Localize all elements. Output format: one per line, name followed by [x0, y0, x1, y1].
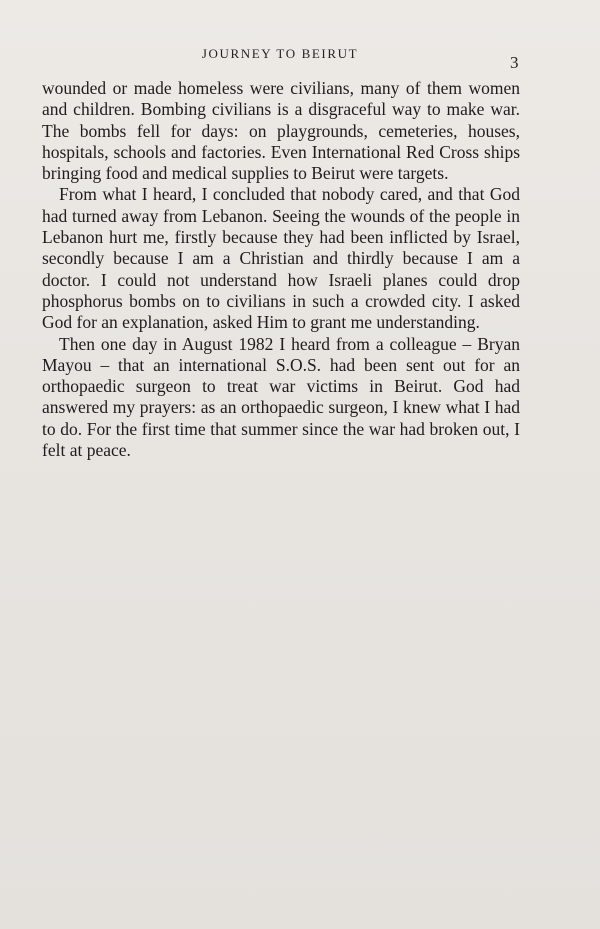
paragraph: Then one day in August 1982 I heard from a colleague – Bryan Mayou – that an international S.O.S. had been sent out for an orthopaedic surgeon to treat war victims in Beirut. God had answered my prayers: as an orthopaedic surgeon, I knew what I had to do. For the first time that summer since the war had broken out, I felt at peace. — [42, 333, 520, 461]
paragraph: From what I heard, I concluded that nobody cared, and that God had turned away from Lebanon. Seeing the wounds of the people in Lebanon hurt me, firstly because they had been inflicted by Israel, secondly because I am a Christian and thirdly because I am a doctor. I could not understand how Israeli planes could drop phosphorus bombs on to civilians in such a crowded city. I asked God for an explanation, asked Him to grant me understanding. — [42, 184, 520, 333]
page-number: 3 — [510, 53, 519, 72]
body-text — [42, 78, 520, 461]
running-title: JOURNEY TO BEIRUT — [201, 46, 359, 61]
paragraph-continued: wounded or made homeless were civilians, many of them women and children. Bombing civilians is a disgraceful way to make war. The bombs fell for days: on playgrounds, cemeteries, houses, hospitals, schools and factories. Even International Red Cross ships bringing food and medical supplies to Beirut were targets. — [42, 78, 520, 184]
